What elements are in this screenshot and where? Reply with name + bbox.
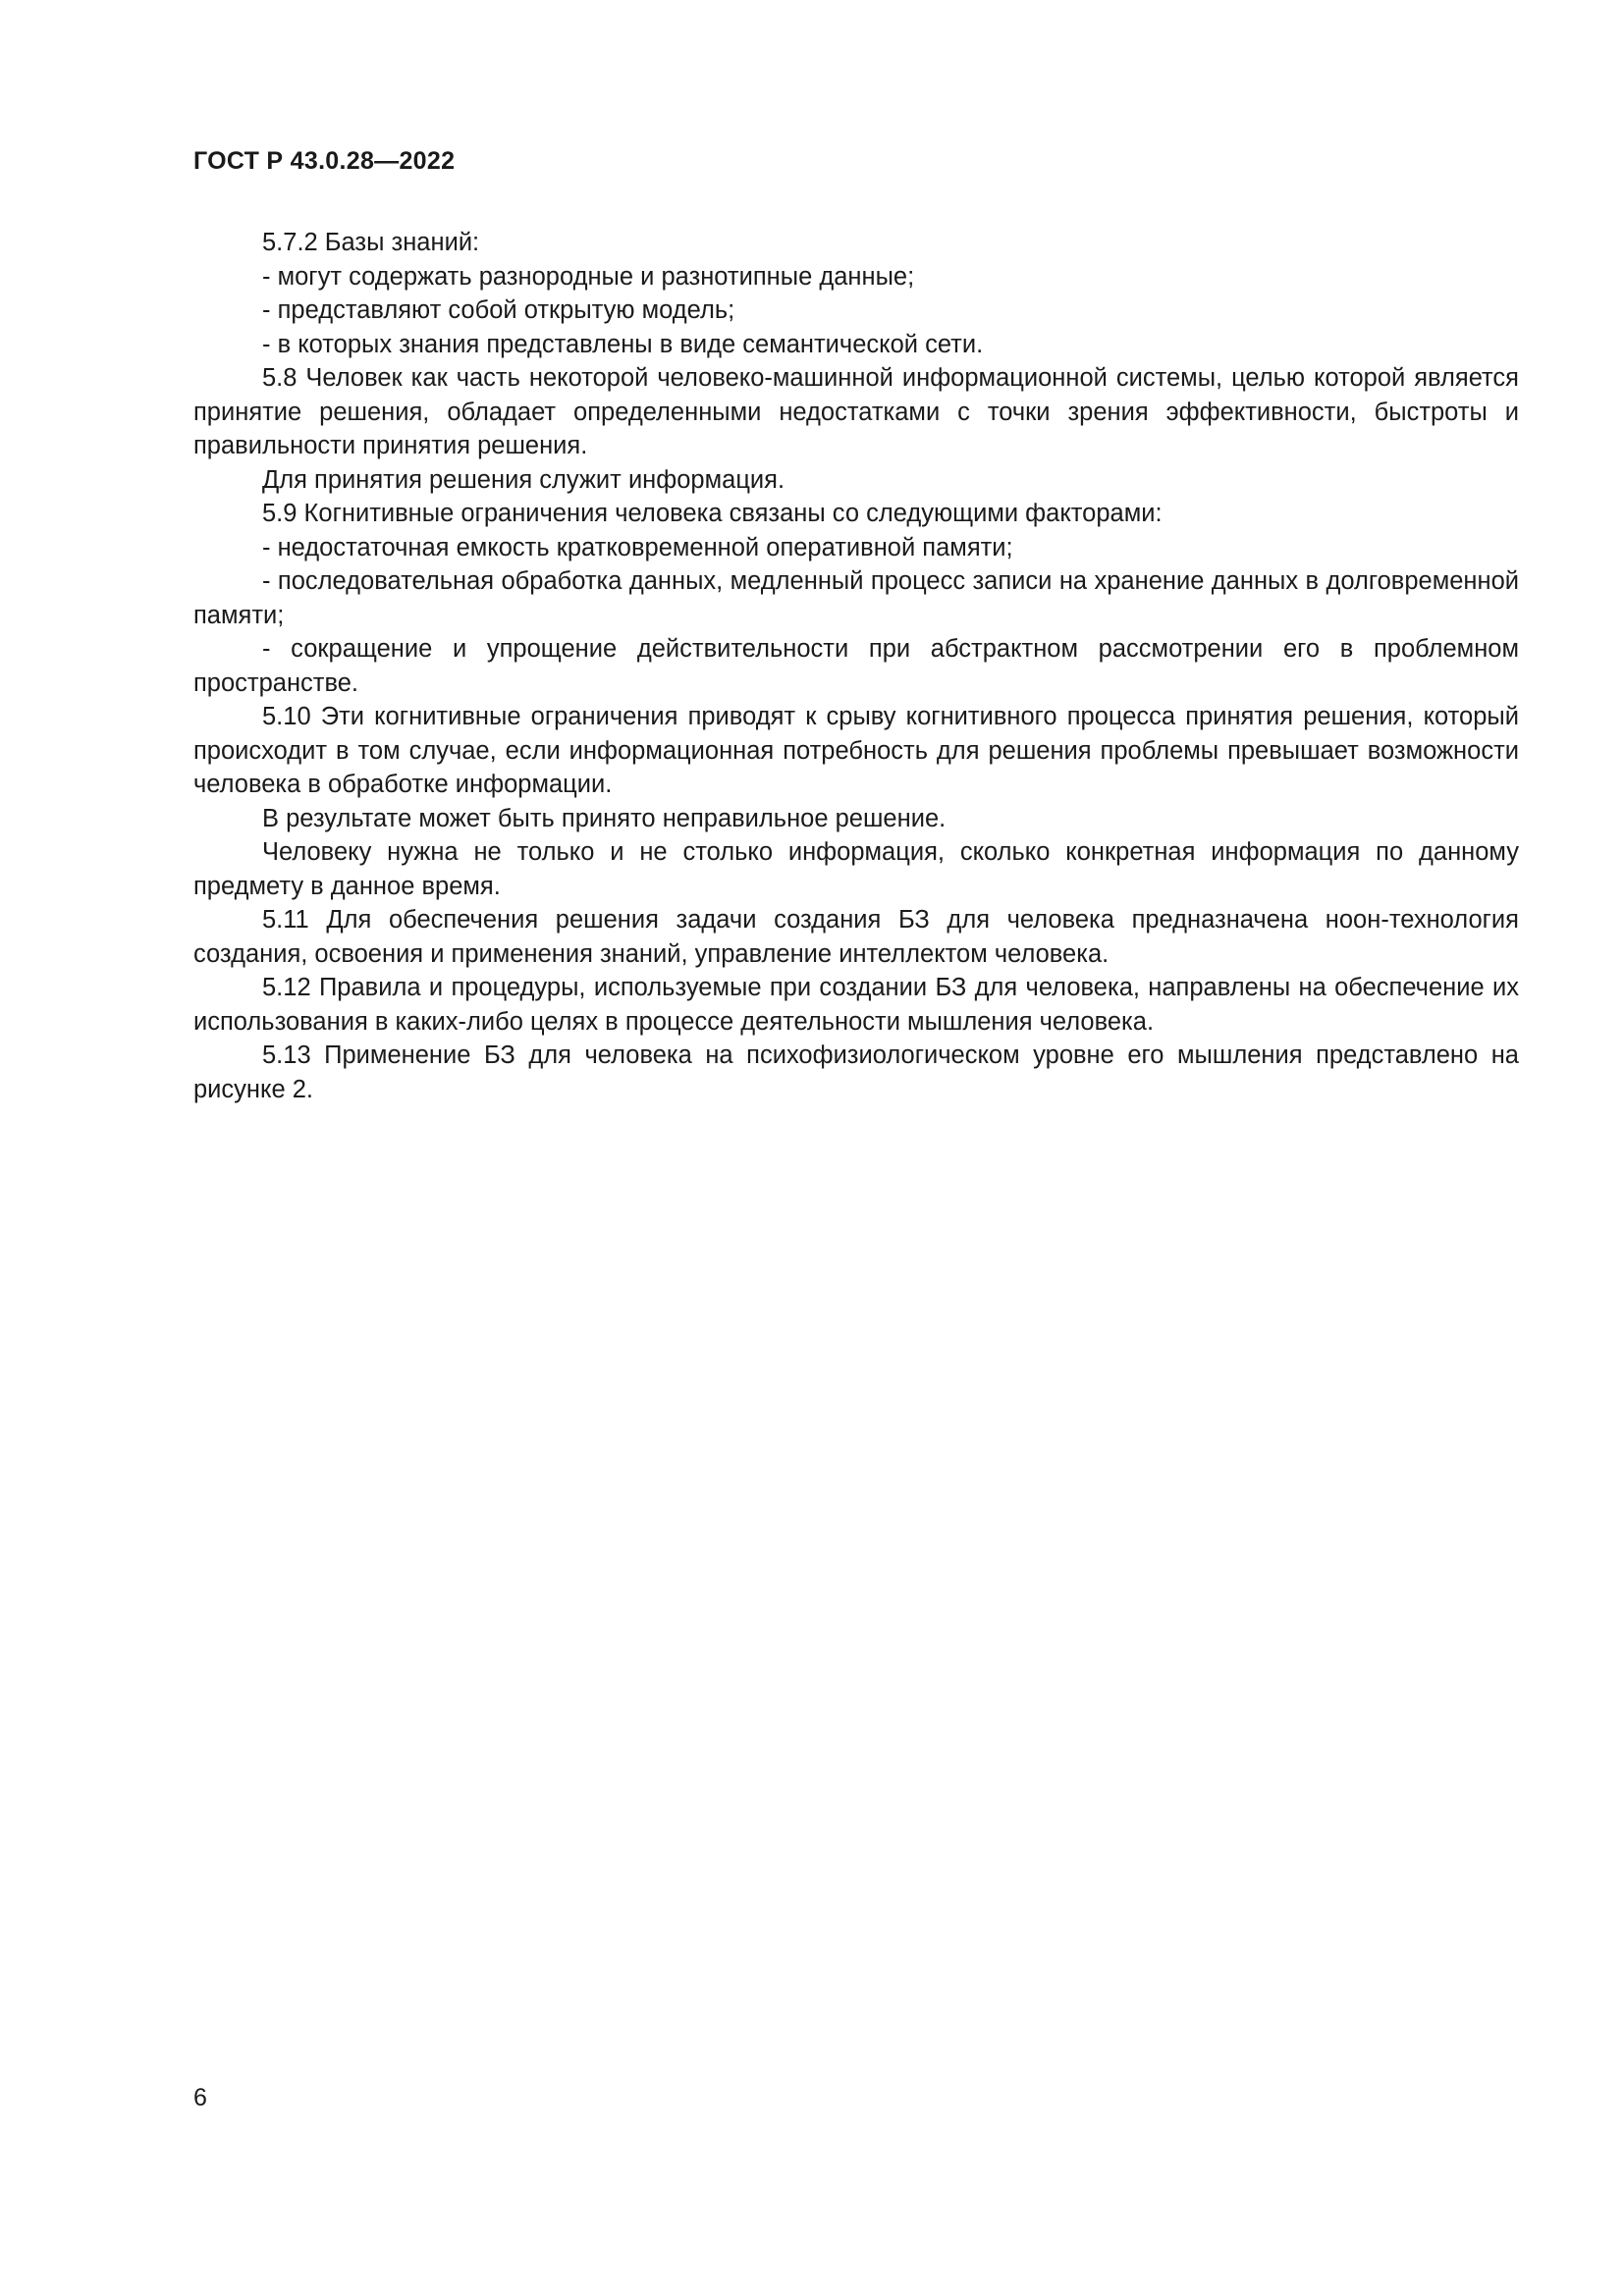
paragraph-5-8: 5.8 Человек как часть некоторой человеко-машинной информационной системы, целью которой является принятие решения, обладает определенными недостатками с точки зрения эффективности, быстроты и правильности принятия решения. (193, 364, 1519, 459)
paragraph-5-13: 5.13 Применение БЗ для человека на психофизиологическом уровне его мышления представлено на рисунке 2. (193, 1041, 1519, 1103)
paragraph-5-7-2: 5.7.2 Базы знаний: (262, 229, 480, 256)
document-header: ГОСТ Р 43.0.28—2022 (193, 147, 456, 175)
document-body (193, 226, 1519, 1106)
paragraph: Человеку нужна не только и не столько информация, сколько конкретная информация по данному предмету в данное время. (193, 838, 1519, 900)
list-item: - сокращение и упрощение действительности при абстрактном рассмотрении его в проблемном пространстве. (193, 635, 1519, 697)
paragraph-5-11: 5.11 Для обеспечения решения задачи создания БЗ для человека предназначена ноон-технология создания, освоения и применения знаний, управление интеллектом человека. (193, 906, 1519, 968)
paragraph-5-10: 5.10 Эти когнитивные ограничения приводят к срыву когнитивного процесса принятия решения, который происходит в том случае, если информационная потребность для решения проблемы превышает возможности человека в обработке информации. (193, 703, 1519, 798)
list-item: - последовательная обработка данных, медленный процесс записи на хранение данных в долговременной памяти; (193, 567, 1519, 629)
list-item: - могут содержать разнородные и разнотипные данные; (262, 262, 915, 291)
list-item: - представляют собой открытую модель; (262, 296, 735, 324)
paragraph-5-12: 5.12 Правила и процедуры, используемые при создании БЗ для человека, направлены на обеспечение их использования в каких-либо целях в процессе деятельности мышления человека. (193, 974, 1519, 1036)
page-number: 6 (193, 2084, 207, 2111)
paragraph: В результате может быть принято неправильное решение. (262, 804, 947, 832)
list-item: - в которых знания представлены в виде семантической сети. (262, 330, 984, 358)
paragraph: Для принятия решения служит информация. (262, 465, 785, 494)
list-item: - недостаточная емкость кратковременной оперативной памяти; (262, 533, 1013, 561)
paragraph-5-9: 5.9 Когнитивные ограничения человека связаны со следующими факторами: (262, 500, 1163, 527)
